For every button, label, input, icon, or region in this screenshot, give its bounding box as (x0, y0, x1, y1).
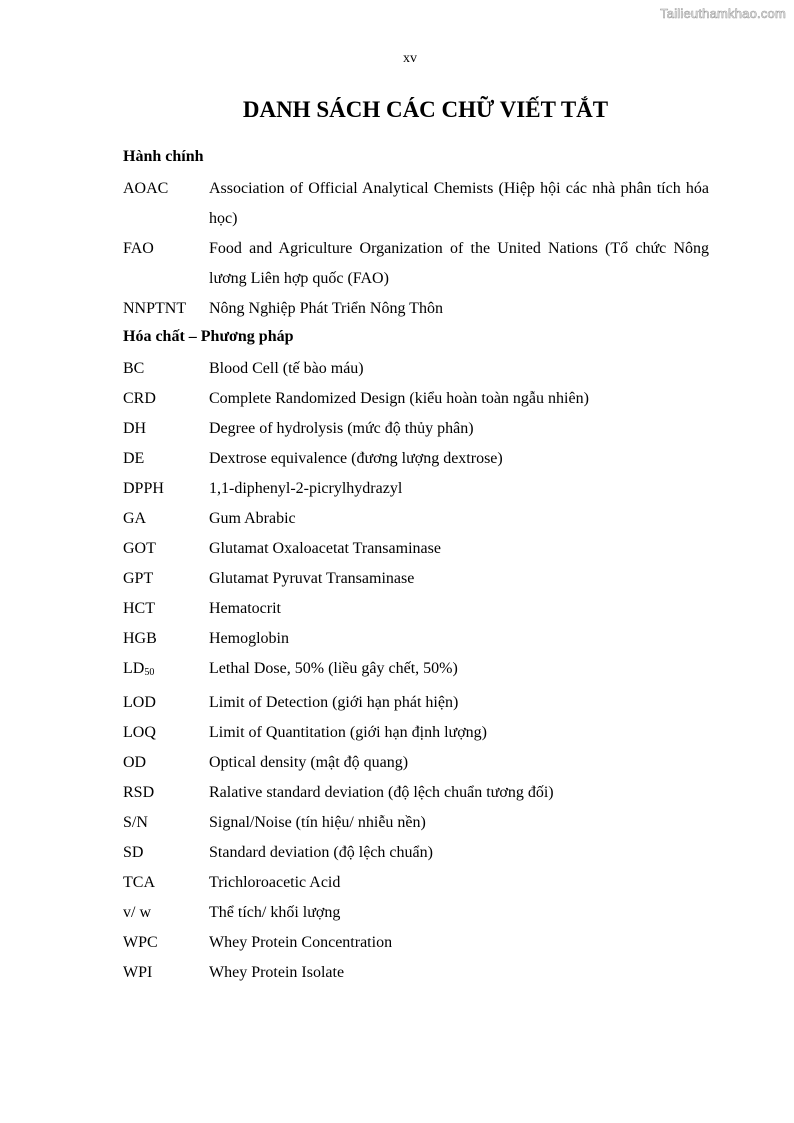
abbreviation: WPC (123, 934, 158, 951)
section-heading: Hành chính (123, 148, 204, 165)
list-item (123, 534, 709, 564)
abbreviation: DE (123, 450, 145, 467)
abbreviation: GPT (123, 570, 154, 587)
watermark-text: Tailieuthamkhao.com (660, 6, 786, 21)
abbreviation-text: LD (123, 660, 145, 677)
abbreviation: RSD (123, 784, 155, 801)
definition: Dextrose equivalence (đương lượng dextrose) (209, 450, 503, 467)
definition: Standard deviation (độ lệch chuẩn) (209, 844, 433, 861)
page-title: DANH SÁCH CÁC CHỮ VIẾT TẮT (242, 97, 609, 122)
list-item (123, 234, 709, 294)
abbreviation: LOD (123, 694, 156, 711)
definition: Food and Agriculture Organization of the United Nations (Tổ chức Nông lương Liên hợp quốc (FAO) (209, 240, 709, 287)
section-heading: Hóa chất – Phương pháp (123, 328, 294, 345)
list-item (123, 294, 709, 324)
abbreviation-subscript: 50 (144, 667, 155, 678)
abbreviation: BC (123, 360, 145, 377)
definition: Glutamat Pyruvat Transaminase (209, 570, 415, 587)
list-item (123, 748, 709, 778)
definition: Whey Protein Concentration (209, 934, 393, 951)
list-item (123, 624, 709, 654)
list-item (123, 414, 709, 444)
abbreviation (123, 654, 209, 688)
list-item (123, 808, 709, 838)
abbreviation-list (123, 144, 709, 988)
list-item (123, 594, 709, 624)
definition: Glutamat Oxaloacetat Transaminase (209, 540, 441, 557)
definition: Nông Nghiệp Phát Triển Nông Thôn (209, 300, 443, 317)
abbreviation: OD (123, 754, 147, 771)
definition: Thể tích/ khối lượng (209, 904, 341, 921)
list-item (123, 354, 709, 384)
definition: Trichloroacetic Acid (209, 874, 341, 891)
abbreviation: WPI (123, 964, 153, 981)
abbreviation: GA (123, 510, 147, 527)
abbreviation: DH (123, 420, 147, 437)
definition: Hematocrit (209, 600, 281, 617)
list-item (123, 174, 709, 234)
abbreviation: DPPH (123, 480, 164, 497)
list-item (123, 868, 709, 898)
abbreviation: CRD (123, 390, 156, 407)
definition: Signal/Noise (tín hiệu/ nhiễu nền) (209, 814, 426, 831)
abbreviation: LOQ (123, 724, 156, 741)
abbreviation: GOT (123, 540, 156, 557)
list-item (123, 958, 709, 988)
list-item (123, 928, 709, 958)
list-item (123, 384, 709, 414)
list-item (123, 688, 709, 718)
list-item (123, 444, 709, 474)
definition: Ralative standard deviation (độ lệch chuẩn tương đối) (209, 784, 554, 801)
page-number: xv (403, 51, 417, 66)
definition: Blood Cell (tế bào máu) (209, 360, 364, 377)
abbreviation: TCA (123, 874, 155, 891)
list-item (123, 564, 709, 594)
abbreviation: HGB (123, 630, 157, 647)
abbreviation: NNPTNT (123, 300, 187, 317)
abbreviation: FAO (123, 240, 154, 257)
definition: Lethal Dose, 50% (liều gây chết, 50%) (209, 660, 458, 677)
list-item (123, 718, 709, 748)
list-item (123, 898, 709, 928)
abbreviation: HCT (123, 600, 155, 617)
list-item (123, 778, 709, 808)
abbreviation: AOAC (123, 180, 169, 197)
definition: Association of Official Analytical Chemists (Hiệp hội các nhà phân tích hóa học) (209, 180, 709, 227)
definition: Optical density (mật độ quang) (209, 754, 409, 771)
definition: Complete Randomized Design (kiểu hoàn toàn ngẫu nhiên) (209, 390, 589, 407)
definition: Gum Abrabic (209, 510, 296, 527)
list-item (123, 504, 709, 534)
list-item (123, 654, 709, 688)
abbreviation: v/ w (123, 904, 151, 921)
definition: Degree of hydrolysis (mức độ thủy phân) (209, 420, 474, 437)
definition: Limit of Detection (giới hạn phát hiện) (209, 694, 459, 711)
abbreviation: S/N (123, 814, 148, 831)
list-item (123, 838, 709, 868)
definition: Limit of Quantitation (giới hạn định lượng) (209, 724, 487, 741)
definition: Hemoglobin (209, 630, 289, 647)
definition: Whey Protein Isolate (209, 964, 345, 981)
abbreviation: SD (123, 844, 144, 861)
definition: 1,1-diphenyl-2-picrylhydrazyl (209, 480, 403, 497)
list-item (123, 474, 709, 504)
